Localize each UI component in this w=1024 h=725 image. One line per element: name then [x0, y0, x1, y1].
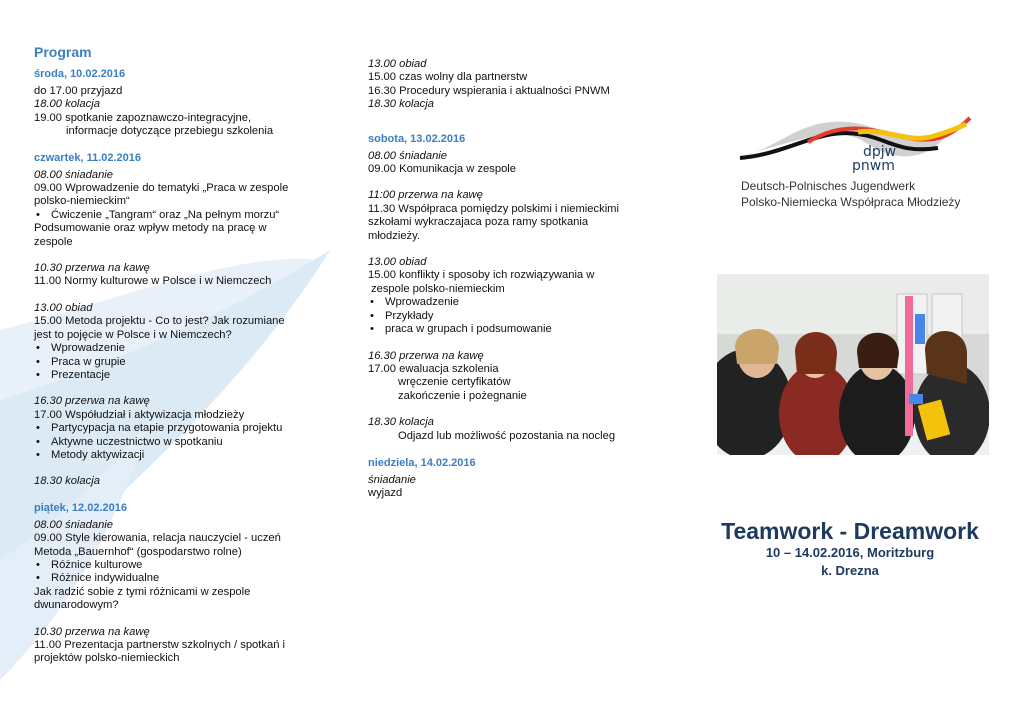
workshop-photo	[717, 274, 989, 455]
day-label-wednesday: środa, 10.02.2016	[34, 68, 126, 80]
bullet-item: • Wprowadzenie	[368, 296, 653, 309]
schedule-line: młodzieży.	[368, 229, 421, 242]
schedule-line: zakończenie i pożegnanie	[398, 389, 527, 402]
schedule-line: 13.00 obiad	[368, 58, 427, 70]
bullet-item: • Aktywne uczestnictwo w spotkaniu	[34, 436, 314, 449]
schedule-line: 17.00 ewaluacja szkolenia	[368, 362, 499, 375]
bullet-item: • Różnice indywidualne	[34, 572, 314, 585]
schedule-line: 15.00 konflikty i sposoby ich rozwiązywania w	[368, 269, 595, 282]
schedule-line: Podsumowanie oraz wpływ metody na pracę w	[34, 222, 267, 235]
schedule-line: 11.00 Prezentacja partnerstw szkolnych / spotkań i	[34, 639, 286, 651]
schedule-line: 10.30 przerwa na kawę	[34, 262, 150, 275]
bullet-item: • Metody aktywizacji	[34, 449, 314, 462]
schedule-line: 13.00 obiad	[34, 301, 93, 314]
schedule-line: 08.00 śniadanie	[34, 168, 114, 181]
schedule-line: 13.00 obiad	[368, 256, 427, 269]
bullet-item: • Partycypacja na etapie przygotowania projektu	[34, 422, 314, 435]
schedule-line: 16.30 przerwa na kawę	[34, 395, 150, 408]
schedule-line: 11.30 Współpraca pomiędzy polskimi i niemieckimi	[368, 202, 619, 215]
schedule-line: szkołami wykraczajaca poza ramy spotkania	[368, 216, 589, 229]
bullet-item: • Przykłady	[368, 310, 653, 323]
schedule-line: polsko-niemieckim“	[34, 195, 130, 208]
logo-name-pl: Polsko-Niemiecka Współpraca Młodzieży	[741, 195, 961, 209]
bullet-item: • Różnice kulturowe	[34, 559, 314, 572]
schedule-line: 18.30 kolacja	[34, 475, 100, 488]
schedule-line: 09.00 Komunikacja w zespole	[368, 163, 517, 176]
schedule-line: 16.30 Procedury wspierania i aktualności PNWM	[368, 84, 610, 97]
schedule-line: śniadanie	[368, 473, 416, 486]
schedule-line: Metoda „Bauernhof“ (gospodarstwo rolne)	[34, 545, 242, 558]
day-label-thursday: czwartek, 11.02.2016	[34, 151, 142, 164]
schedule-line: do 17.00 przyjazd	[34, 85, 123, 97]
schedule-line: 15.00 czas wolny dla partnerstw	[368, 71, 528, 84]
schedule-line: wręczenie certyfikatów	[398, 376, 511, 389]
event-dates-location: 10 – 14.02.2016, Moritzburg	[765, 545, 935, 560]
day-label-friday: piątek, 12.02.2016	[34, 501, 127, 514]
bullet-item: • Prezentacje	[34, 369, 314, 382]
schedule-line: dwunarodowym?	[34, 599, 119, 612]
program-heading: Program	[34, 44, 92, 60]
schedule-line: 09.00 Wprowadzenie do tematyki „Praca w zespole	[34, 182, 289, 195]
bullet-item: • praca w grupach i podsumowanie	[368, 323, 653, 336]
program-middle-column	[368, 58, 653, 501]
schedule-line: jest to pojęcie w Polsce i w Niemczech?	[34, 328, 232, 341]
bullet-item: • Ćwiczenie „Tangram“ oraz „Na pełnym morzu“	[34, 209, 314, 222]
schedule-line: 08.00 śniadanie	[34, 518, 114, 531]
schedule-line: 16.30 przerwa na kawę	[368, 349, 484, 362]
logo-name-de: Deutsch-Polnisches Jugendwerk	[741, 179, 916, 193]
schedule-line: projektów polsko-niemieckich	[34, 652, 180, 665]
logo-line1: dpjw	[863, 144, 897, 160]
schedule-line: 19.00 spotkanie zapoznawczo-integracyjne,	[34, 111, 252, 124]
program-left-column	[34, 44, 314, 666]
schedule-line: zespole	[34, 235, 73, 248]
day-label-sunday: niedziela, 14.02.2016	[368, 456, 476, 469]
day-label-saturday: sobota, 13.02.2016	[368, 132, 466, 145]
schedule-line: informacje dotyczące przebiegu szkolenia	[66, 125, 274, 138]
event-title-block	[700, 518, 1000, 580]
schedule-line: 09.00 Style kierowania, relacja nauczyciel - uczeń	[34, 532, 281, 545]
schedule-line: 18.30 kolacja	[368, 98, 434, 111]
schedule-line: 18.00 kolacja	[34, 98, 100, 111]
schedule-line: 17.00 Współudział i aktywizacja młodzieży	[34, 408, 245, 421]
schedule-line: 18.30 kolacja	[368, 416, 434, 429]
schedule-line: 10.30 przerwa na kawę	[34, 625, 150, 638]
logo-line2: pnwm	[852, 158, 895, 174]
event-title: Teamwork - Dreamwork	[721, 518, 979, 544]
schedule-line: 08.00 śniadanie	[368, 149, 448, 162]
bullet-item: • Wprowadzenie	[34, 342, 314, 355]
schedule-line: wyjazd	[368, 487, 403, 500]
schedule-line: 15.00 Metoda projektu - Co to jest? Jak rozumiane	[34, 315, 285, 328]
schedule-line: Jak radzić sobie z tymi różnicami w zespole	[34, 585, 251, 598]
schedule-line: 11:00 przerwa na kawę	[368, 189, 483, 202]
event-near: k. Drezna	[821, 563, 879, 578]
schedule-line: 11.00 Normy kulturowe w Polsce i w Niemczech	[34, 275, 272, 288]
schedule-line: Odjazd lub możliwość pozostania na nocleg	[398, 429, 616, 442]
bullet-item: • Praca w grupie	[34, 356, 314, 369]
schedule-line: zespole polsko-niemieckim	[371, 282, 505, 295]
